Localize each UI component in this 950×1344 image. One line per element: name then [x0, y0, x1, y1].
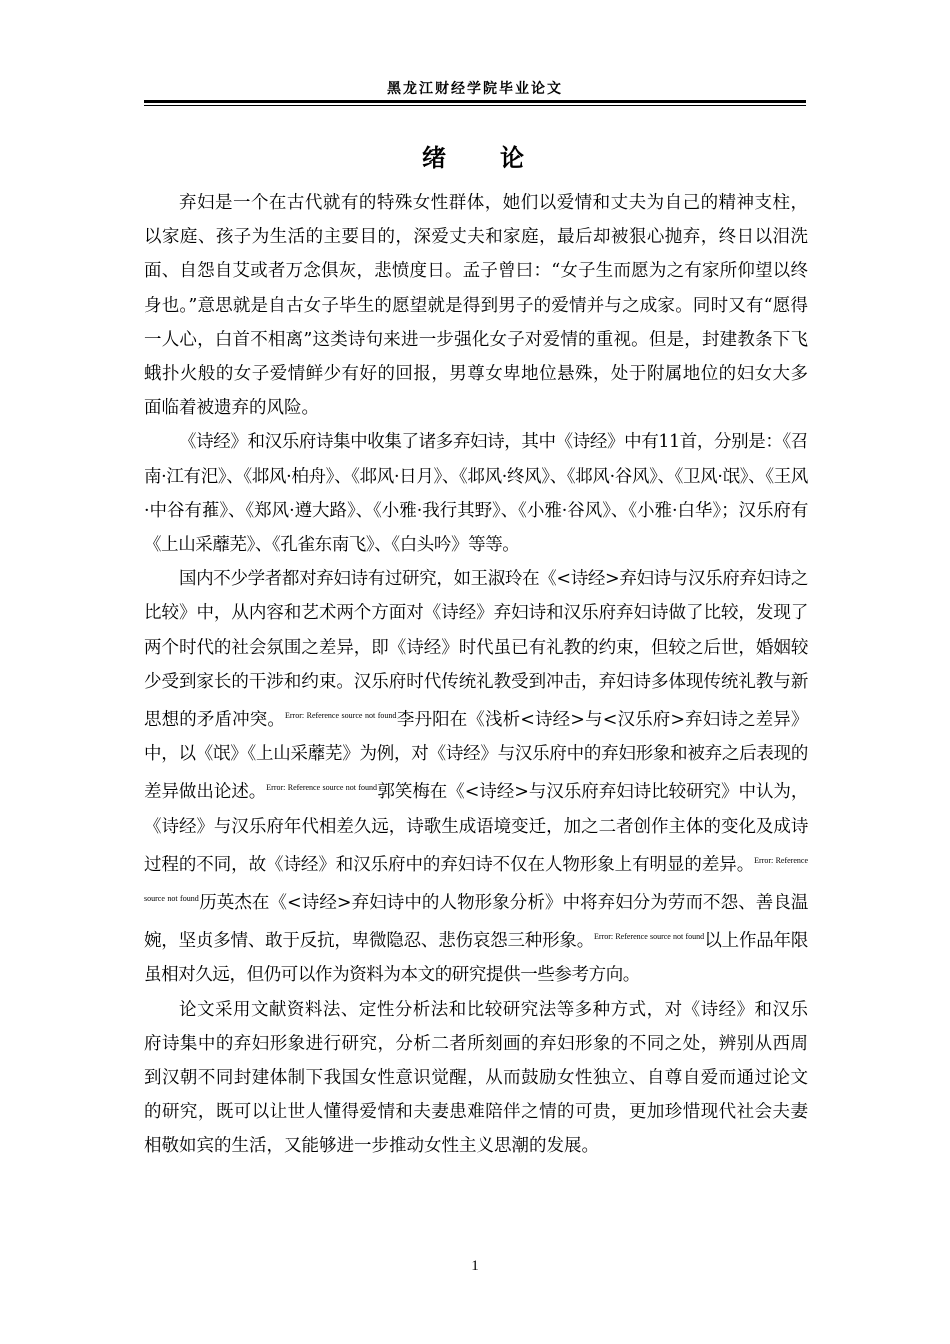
paragraph-1: 弃妇是一个在古代就有的特殊女性群体，她们以爱情和丈夫为自己的精神支柱，以家庭、孩子为生活的主要目的，深爱丈夫和家庭，最后却被狠心抛弃，终日以泪洗面、自怨自艾或者万念俱灰，悲愤度日。孟子曾曰：“女子生而愿为之有家所仰望以终身也。”意思就是自古女子毕生的愿望就是得到男子的爱情并与之成家。同时又有“愿得一人心，白首不相离”这类诗句来进一步强化女子对爱情的重视。但是，封建教条下飞蛾扑火般的女子爱情鲜少有好的回报，男尊女卑地位悬殊，处于附属地位的妇女大多面临着被遗弃的风险。 [144, 193, 808, 419]
paragraph-3-segment-3: 郭笑梅在《<诗经>与汉乐府弃妇诗比较研究》中认为，《诗经》与汉乐府年代相差久远，诗歌生成语境变迁，加之二者创作主体的变化及成诗过程的不同，故《诗经》和汉乐府中的弃妇诗不仅在人物形象上有明显的差异。 [144, 782, 808, 875]
running-header: 黑龙江财经学院毕业论文 [387, 81, 563, 97]
paragraph-3-segment-2: 李丹阳在《浅析<诗经>与<汉乐府>弃妇诗之差异》中，以《氓》《上山采蘼芜》为例，对《诗经》与汉乐府中的弃妇形象和被弃之后表现的差异做出论述。 [144, 710, 808, 803]
page-number: 1 [471, 1258, 479, 1274]
paragraph-3-segment-5: 以上作品年限虽相对久远，但仍可以作为资料为本文的研究提供一些参考方向。 [144, 931, 808, 986]
paragraph-3-segment-4: 历英杰在《<诗经>弃妇诗中的人物形象分析》中将弃妇分为劳而不怨、善良温婉，坚贞多情、敢于反抗，卑微隐忍、悲伤哀怨三种形象。 [144, 893, 809, 952]
header-rule-thick [144, 100, 806, 103]
paragraph-2: 《诗经》和汉乐府诗集中收集了诸多弃妇诗，其中《诗经》中有11首，分别是：《召南·江有汜》、《邶风·柏舟》、《邶风·日月》、《邶风·终风》、《邶风·谷风》、《卫风·氓》、《王风·中谷有蓷》、《郑风·遵大路》、《小雅·我行其野》、《小雅·谷风》、《小雅·白华》；汉乐府有《上山采蘼芜》、《孔雀东南飞》、《白头吟》等等。 [144, 432, 808, 556]
header-rule-thin [144, 105, 806, 106]
reference-error-1: Error: Reference source not found [284, 711, 397, 721]
section-title [144, 138, 806, 173]
reference-error-2: Error: Reference source not found [266, 783, 378, 793]
title-char-right: 论 [500, 144, 528, 172]
paragraph-3 [144, 562, 808, 992]
paragraph-3-segment-1: 国内不少学者都对弃妇诗有过研究，如王淑玲在《<诗经>弃妇诗与汉乐府弃妇诗之比较》中，从内容和艺术两个方面对《诗经》弃妇诗和汉乐府弃妇诗做了比较，发现了两个时代的社会氛围之差异，即《诗经》时代虽已有礼教的约束，但较之后世，婚姻较少受到家长的干涉和约束。汉乐府时代传统礼教受到冲击，弃妇诗多体现传统礼教与新思想的矛盾冲突。 [144, 569, 808, 731]
reference-error-3: Error: Reference source not found [144, 855, 808, 904]
paragraph-4: 论文采用文献资料法、定性分析法和比较研究法等多种方式，对《诗经》和汉乐府诗集中的弃妇形象进行研究，分析二者所刻画的弃妇形象的不同之处，辨别从西周到汉朝不同封建体制下我国女性意识觉醒，从而鼓励女性独立、自尊自爱而通过论文的研究，既可以让世人懂得爱情和夫妻患难陪伴之情的可贵，更加珍惜现代社会夫妻相敬如宾的生活，又能够进一步推动女性主义思潮的发展。 [144, 999, 808, 1157]
body-text [144, 186, 808, 1164]
title-char-left: 绪 [422, 144, 450, 172]
reference-error-4: Error: Reference source not found [594, 932, 705, 942]
